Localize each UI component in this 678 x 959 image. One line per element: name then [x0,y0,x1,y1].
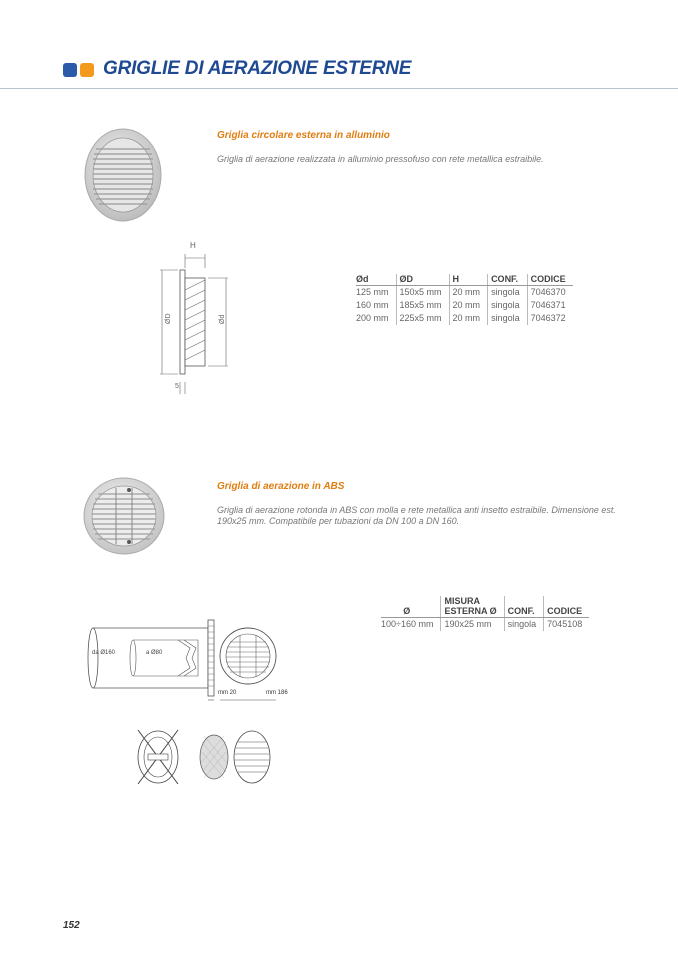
table-cell: singola [488,299,528,312]
product-image-aluminium-grille [82,127,164,223]
product-title: Griglia di aerazione in ABS [217,481,345,492]
table-cell: singola [504,618,544,632]
table-header-line: MISURA [444,596,480,606]
table-cell: 190x25 mm [441,618,504,632]
drawing-label-a: a Ø80 [146,650,163,656]
table-header: CONF. [504,596,544,618]
product-image-abs-grille [82,476,166,556]
header-square-orange [80,63,94,77]
table-header: ØD [396,274,449,286]
table-cell: 7046372 [527,312,573,325]
table-header: CODICE [544,596,590,618]
spec-table [381,596,589,631]
technical-drawing-abs-installation [88,618,288,706]
table-cell: 100÷160 mm [381,619,434,629]
table-header: CONF. [488,274,528,286]
table-cell: 20 mm [449,299,488,312]
drawing-label-h: H [190,241,196,250]
dimension-label-mm186: mm 186 [266,690,288,696]
exploded-view-abs-grille [130,728,280,786]
table-cell: 7046370 [527,286,573,300]
drawing-label-da: da Ø160 [92,650,116,656]
spec-table [356,274,573,325]
table-cell: singola [488,286,528,300]
table-cell: 7045108 [544,618,590,632]
table-cell: 20 mm [449,312,488,325]
table-cell: 160 mm [356,300,389,310]
table-row [356,299,573,312]
table-cell: 20 mm [449,286,488,300]
table-cell: 200 mm [356,313,389,323]
drawing-label-s: 5 [175,383,179,390]
product-title: Griglia circolare esterna in alluminio [217,130,390,141]
table-cell: 225x5 mm [396,312,449,325]
table-header: H [449,274,488,286]
page-number: 152 [63,920,80,931]
table-cell: 150x5 mm [396,286,449,300]
product-description: Griglia di aerazione rotonda in ABS con molla e rete metallica anti insetto estraibile. Dimensione est. 190x25 mm. Compatibile per tubazioni da DN 100 a DN 160. [217,505,616,526]
technical-drawing-aluminium-grille [150,238,235,394]
header-square-blue [63,63,77,77]
dimension-label-mm20: mm 20 [218,690,237,696]
table-cell: 7046371 [527,299,573,312]
drawing-label-od-inner: Ød [219,314,226,324]
table-header: Ød [356,274,396,286]
table-row [356,286,573,300]
page-title: GRIGLIE DI AERAZIONE ESTERNE [103,58,412,79]
table-header: CODICE [527,274,573,286]
table-cell: 185x5 mm [396,299,449,312]
product-description: Griglia di aerazione realizzata in alluminio pressofuso con rete metallica estraibile. [217,154,544,164]
table-header: Ø [381,596,441,618]
table-row [356,312,573,325]
table-cell: singola [488,312,528,325]
drawing-label-od-outer: ØD [165,313,172,324]
table-header [441,596,504,618]
table-header-line: ESTERNA Ø [444,606,497,616]
table-row [381,618,589,632]
header-divider [0,88,678,89]
table-cell: 125 mm [356,287,389,297]
